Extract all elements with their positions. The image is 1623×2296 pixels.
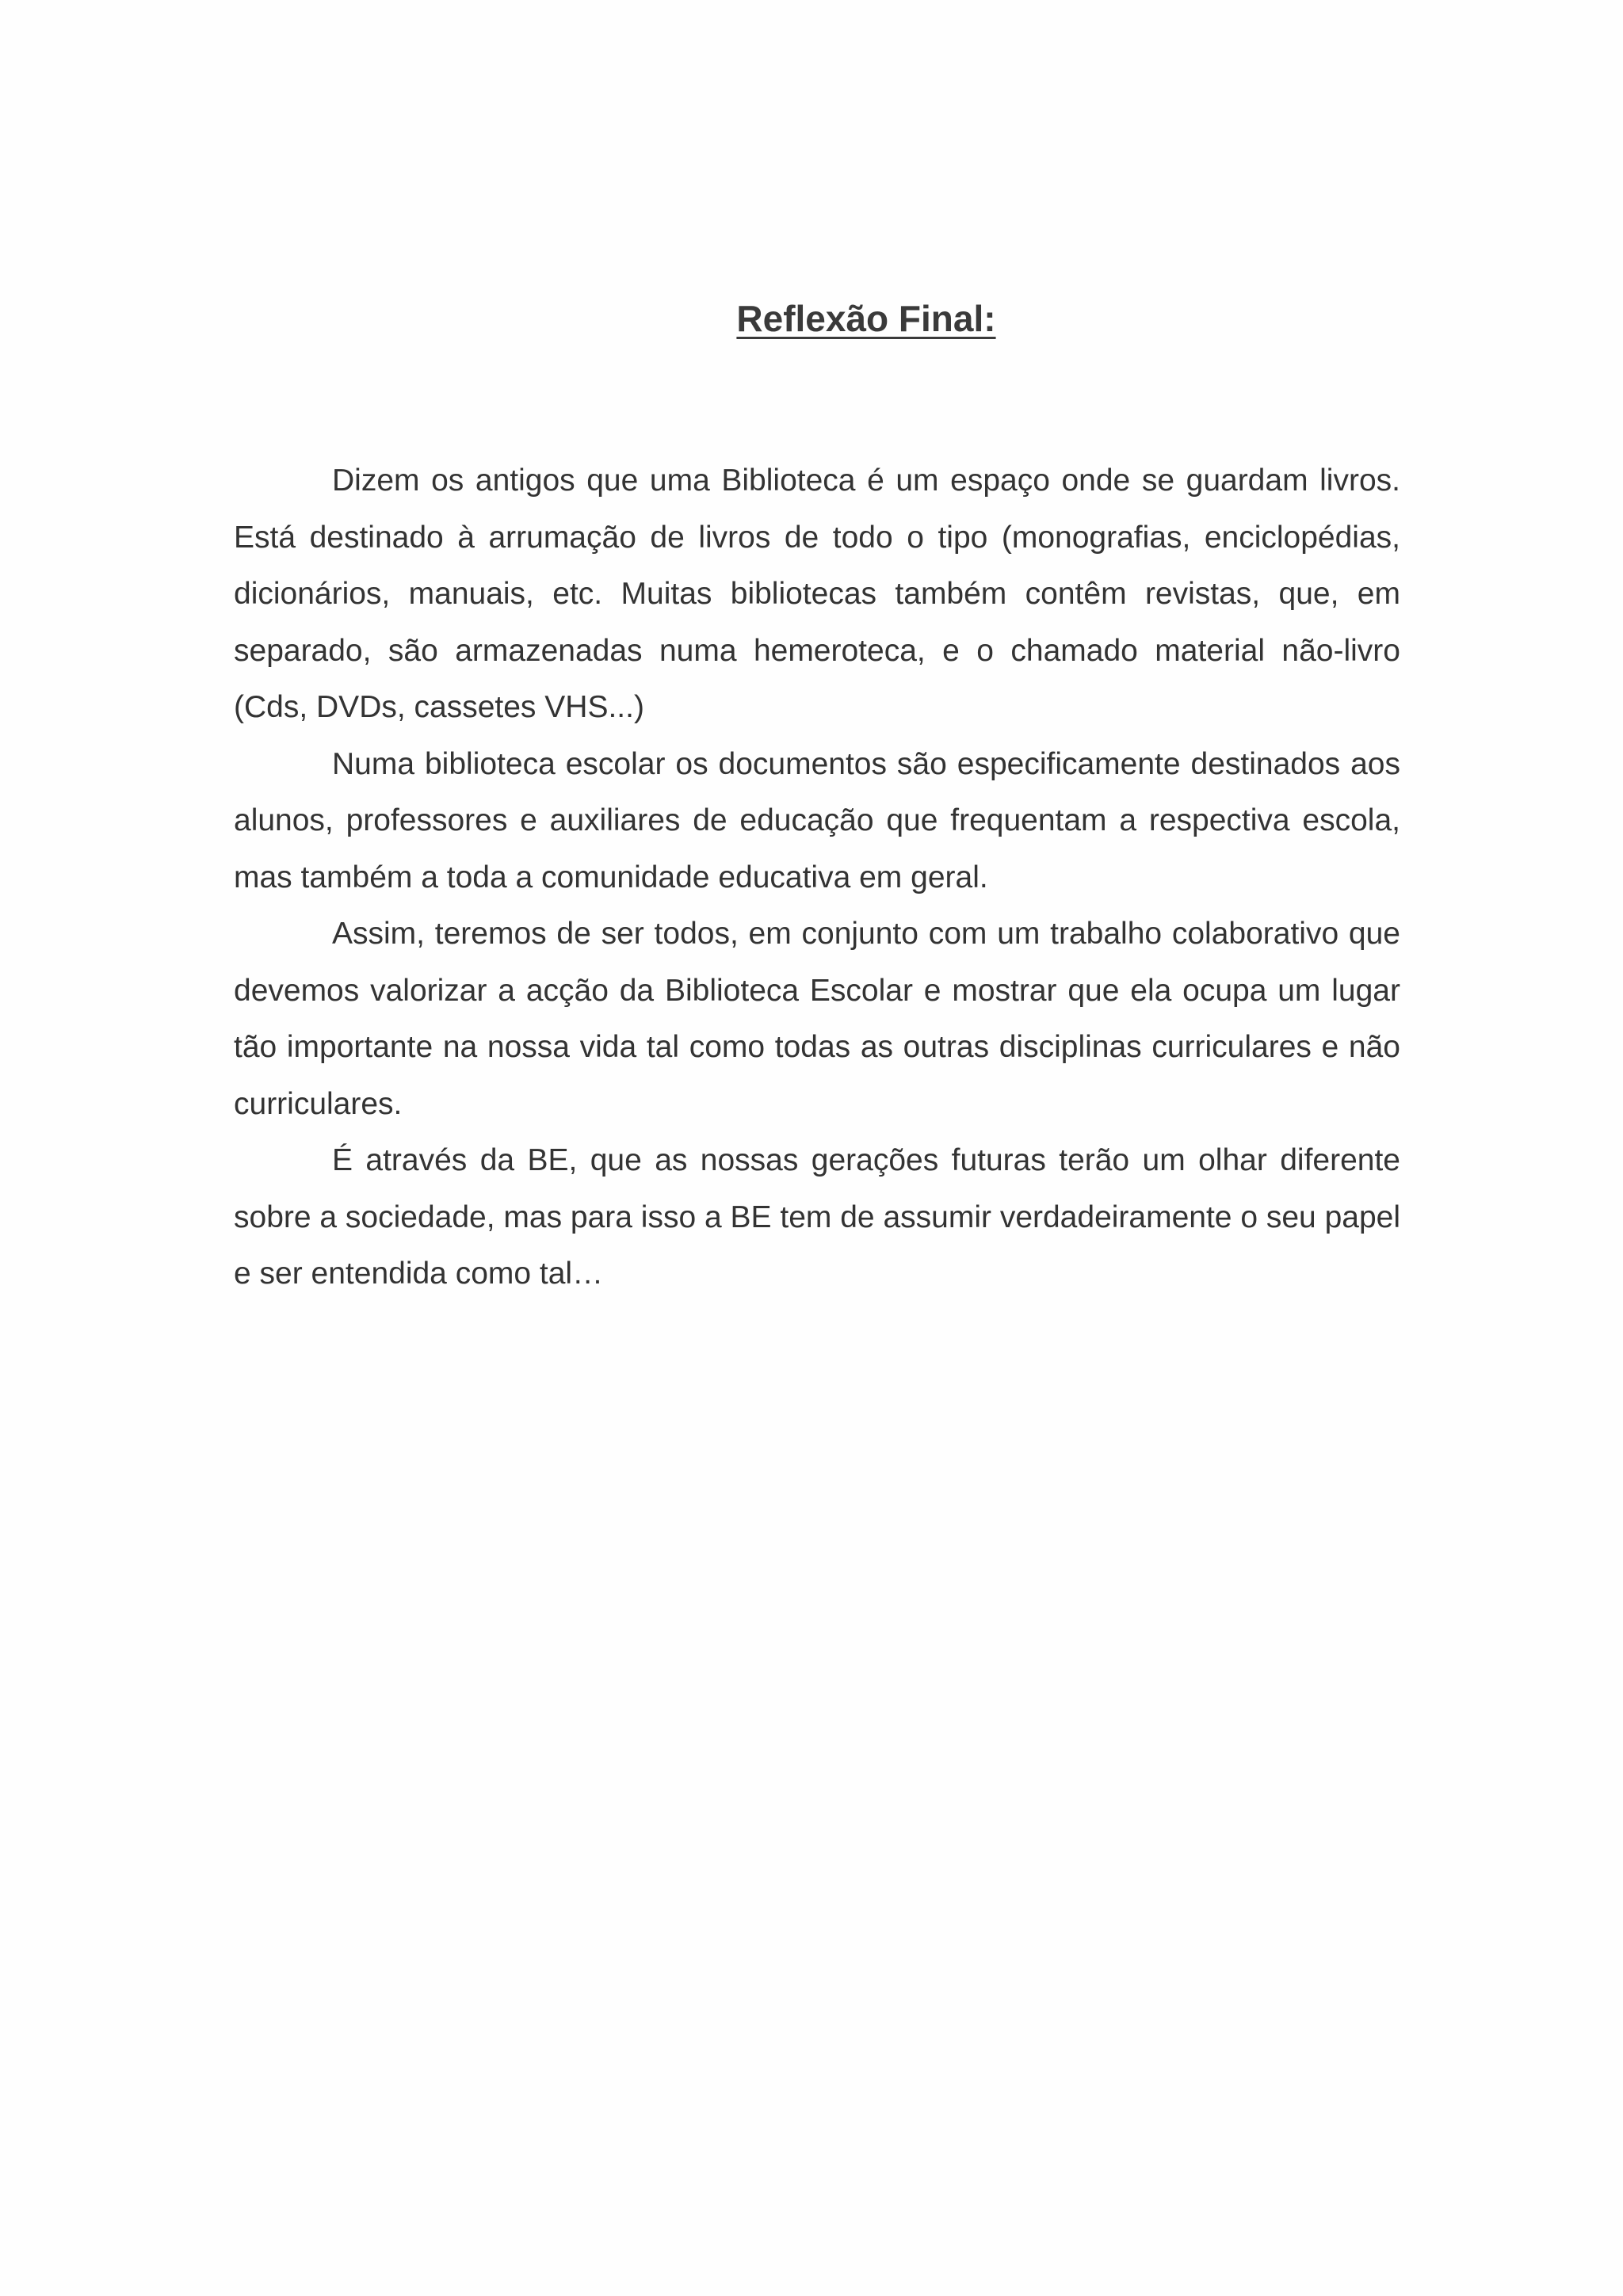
- paragraph: Dizem os antigos que uma Biblioteca é um espaço onde se guardam livros. Está destinado à arrumação de livros de todo o tipo (monografias, enciclopédias, dicionários, manuais, etc. Muitas bibliotecas também contêm revistas, que, em separado, são armazenadas numa hemeroteca, e o chamado material não-livro (Cds, DVDs, cassetes VHS...): [234, 463, 1400, 724]
- paragraph: Assim, teremos de ser todos, em conjunto com um trabalho colaborativo que devemos valorizar a acção da Biblioteca Escolar e mostrar que ela ocupa um lugar tão importante na nossa vida tal como todas as outras disciplinas curriculares e não curriculares.: [234, 917, 1400, 1121]
- paragraph: É através da BE, que as nossas gerações futuras terão um olhar diferente sobre a sociedade, mas para isso a BE tem de assumir verdadeiramente o seu papel e ser entendida como tal…: [234, 1143, 1400, 1291]
- page-title: Reflexão Final:: [736, 298, 996, 339]
- paragraph: Numa biblioteca escolar os documentos são especificamente destinados aos alunos, professores e auxiliares de educação que frequentam a respectiva escola, mas também a toda a comunidade educativa em geral.: [234, 746, 1400, 894]
- document-body: [234, 452, 1400, 1302]
